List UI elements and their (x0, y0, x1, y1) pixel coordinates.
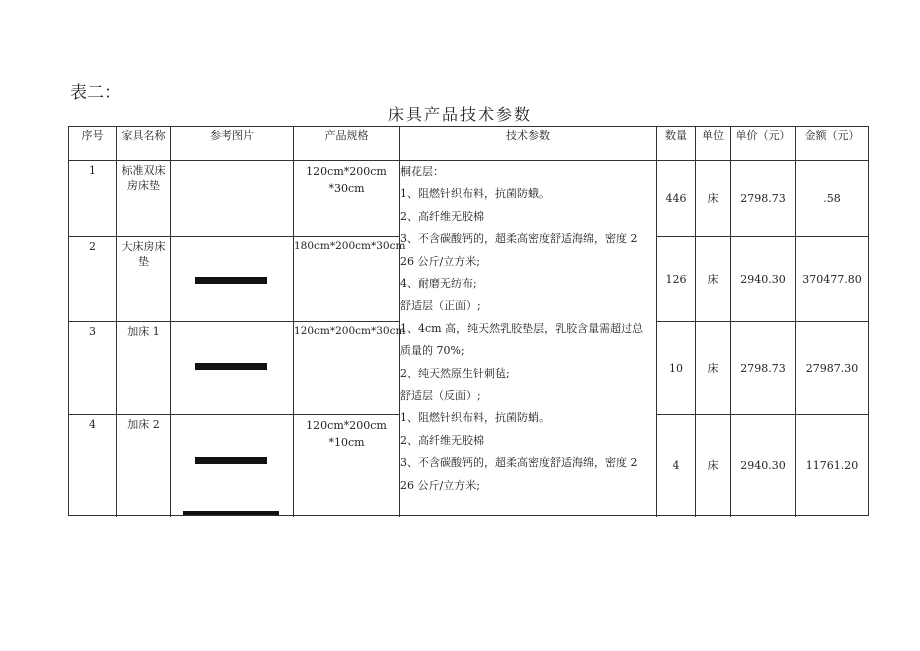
row1-spec: 120cm*200cm *30cm (306, 165, 387, 195)
row3-spec: 120cm*200cm*30cm (294, 325, 406, 337)
reference-image-bar (195, 277, 267, 284)
tech-line: 2、纯天然原生针刺毡; (400, 366, 510, 380)
header-name: 家具名称 (121, 129, 166, 142)
row3-name: 加床 1 (127, 325, 160, 338)
row-divider (69, 321, 399, 322)
header-amount: 金额（元） (804, 129, 860, 142)
row4-amount: 11761.20 (805, 458, 859, 472)
row-divider (69, 414, 399, 415)
header-qty: 数量 (665, 129, 687, 142)
row-divider (69, 236, 399, 237)
row2-no: 2 (89, 240, 96, 253)
row4-price: 2940.30 (740, 458, 786, 472)
row3-no: 3 (89, 325, 96, 338)
tech-line: 1、4cm 高，纯天然乳胶垫层，乳胶含量需超过总 (400, 321, 644, 335)
tech-line: 26 公斤/立方米; (400, 478, 480, 492)
tech-params (400, 161, 655, 497)
tech-line: 26 公斤/立方米; (400, 254, 480, 268)
row1-price: 2798.73 (740, 192, 786, 205)
tech-line: 2、高纤维无胶棉 (400, 209, 484, 223)
row4-name: 加床 2 (127, 418, 160, 431)
row4-no: 4 (89, 418, 96, 431)
row2-unit: 床 (707, 272, 719, 286)
row3-qty: 10 (669, 361, 683, 375)
header-tech: 技术参数 (506, 129, 550, 142)
row3-unit: 床 (707, 361, 719, 375)
row3-amount: 27987.30 (805, 361, 859, 375)
table-title: 床具产品技术参数 (387, 105, 532, 124)
section-heading: 表二： (70, 83, 121, 103)
header-unit: 单位 (702, 129, 724, 142)
row2-spec: 180cm*200cm*30cm (294, 240, 406, 252)
tech-line: 桐花层： (400, 165, 444, 178)
row1-unit: 床 (707, 192, 719, 205)
tech-line: 舒适层（反面）; (400, 389, 481, 403)
tech-line: 3、不含碳酸钙的，超柔高密度舒适海绵，密度 2 (400, 232, 638, 246)
row4-spec: 120cm*200cm *10cm (306, 419, 387, 449)
tech-line: 1、阻燃针织布料，抗菌防蛸。 (400, 411, 550, 425)
row1-no: 1 (89, 164, 96, 177)
row1-name: 标准双床 房床垫 (121, 164, 166, 192)
row2-name: 大床房床 垫 (121, 240, 166, 268)
row2-qty: 126 (665, 272, 687, 286)
reference-image-bar (195, 457, 267, 464)
tech-line: 舒适层（正面）; (400, 299, 481, 313)
row2-price: 2940.30 (740, 272, 786, 286)
reference-image-bar (195, 363, 267, 370)
tech-line: 2、高纤维无胶棉 (400, 433, 484, 447)
tech-line: 1、阻燃针织布料，抗菌防蛾。 (400, 187, 550, 201)
tech-line: 质量的 70%; (400, 344, 465, 358)
col-divider (170, 127, 171, 517)
header-no: 序号 (81, 129, 104, 142)
tech-line: 3、不含碳酸钙的，超柔高密度舒适海绵，密度 2 (400, 456, 638, 470)
row1-amount: .58 (823, 192, 841, 205)
header-price: 单价（元） (735, 129, 791, 142)
spec-table (68, 126, 869, 516)
tech-line: 4、耐磨无纺布; (400, 277, 477, 291)
row4-qty: 4 (672, 458, 680, 472)
header-image: 参考图片 (210, 129, 254, 142)
row2-amount: 370477.80 (802, 272, 862, 286)
reference-image-bar (183, 511, 279, 515)
row4-unit: 床 (707, 458, 719, 472)
row1-qty: 446 (665, 192, 687, 205)
header-spec: 产品规格 (324, 129, 369, 142)
row3-price: 2798.73 (740, 361, 786, 375)
